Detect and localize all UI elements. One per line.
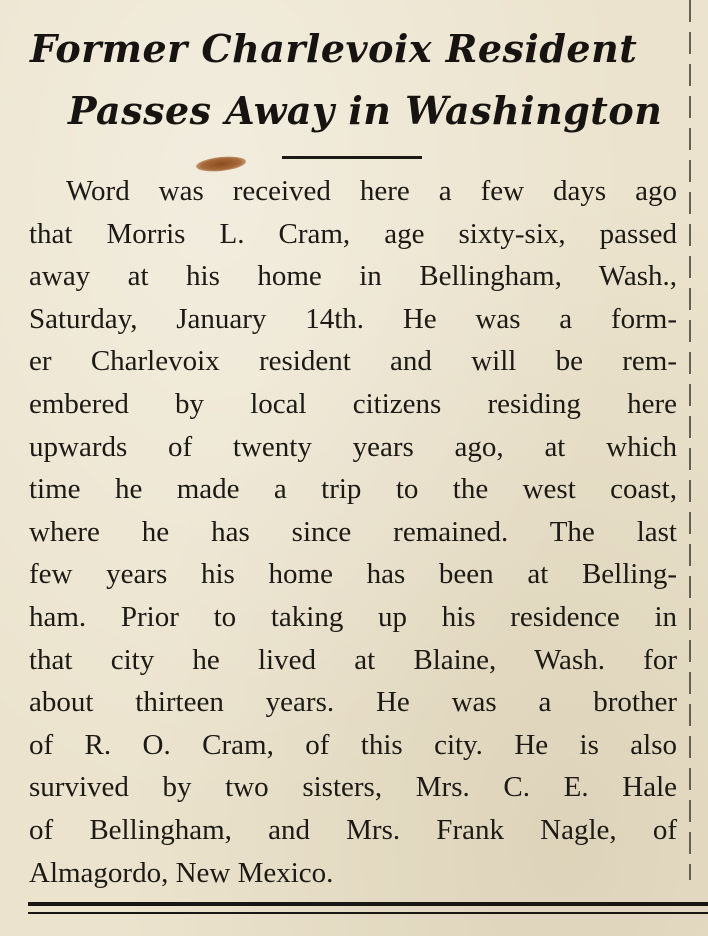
article-body [29, 170, 677, 894]
bottom-rule-thick [28, 902, 708, 906]
article-line: of Bellingham, and Mrs. Frank Nagle, of [29, 813, 677, 846]
article-line: Almagordo, New Mexico. [29, 856, 334, 889]
bottom-rule-thin [28, 912, 708, 914]
article-line: few years his home has been at Belling- [29, 558, 677, 591]
article-line: upwards of twenty years ago, at which [29, 430, 677, 463]
article-line: Word was received here a few days ago [66, 175, 677, 207]
article-line: that Morris L. Cram, age sixty-six, passed [29, 217, 677, 250]
article-line: Saturday, January 14th. He was a form- [29, 302, 677, 335]
article-line: ham. Prior to taking up his residence in [29, 600, 677, 633]
headline-divider [282, 156, 422, 159]
article-line: embered by local citizens residing here [29, 387, 677, 420]
headline-line-1: Former Charlevoix Resident [30, 26, 638, 71]
article-line: away at his home in Bellingham, Wash., [29, 260, 677, 293]
article-line: er Charlevoix resident and will be rem- [29, 345, 677, 378]
article-line: about thirteen years. He was a brother [29, 686, 677, 719]
headline-line-2: Passes Away in Washington [68, 88, 663, 133]
article-line: survived by two sisters, Mrs. C. E. Hale [29, 771, 677, 804]
article-line: where he has since remained. The last [29, 515, 677, 548]
article-line: that city he lived at Blaine, Wash. for [29, 643, 677, 676]
article-line: of R. O. Cram, of this city. He is also [29, 728, 677, 761]
article-line: time he made a trip to the west coast, [29, 473, 677, 506]
